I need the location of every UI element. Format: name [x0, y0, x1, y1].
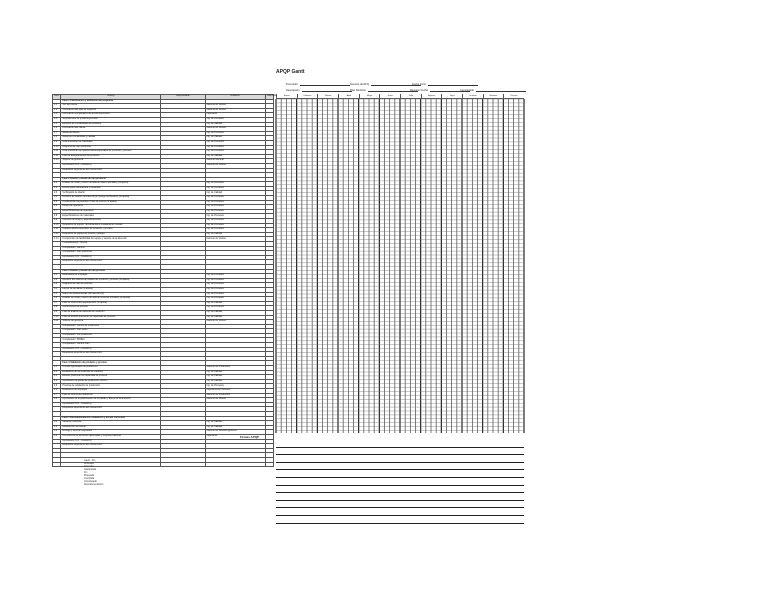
cell-act: Completado / Plan piloto: [61, 329, 161, 334]
signature-line[interactable]: [276, 501, 524, 509]
cell-dur: Ing. de Calidad: [205, 421, 265, 426]
cell-dur: Ing. de Calidad: [205, 375, 265, 380]
cell-act: Plan de control de preproducción (Si aplica): [61, 301, 161, 306]
cell-dur: Ing. de Procesos: [205, 145, 265, 150]
cell-no: 2.6: [53, 205, 61, 210]
cell-act: Lista preliminar de características especiales de producto y proceso: [61, 150, 161, 155]
cell-act: Completado / Plan preliminar: [61, 251, 161, 256]
cell-act: Compromiso de factibilidad del equipo y soporte de la dirección: [61, 237, 161, 242]
cell-dur: Ing. de Procesos: [205, 186, 265, 191]
cell-dur: Gerente General: [205, 159, 265, 164]
field-label: Numero de RFQ: [350, 83, 370, 86]
cell-act: Aprobación PPF - SOA/RFQ: [61, 347, 161, 352]
cell-no: 3.11: [53, 320, 61, 325]
cell-act: Aprobación de la planificación de la calidad y apoyo de la dirección: [61, 398, 161, 403]
cell-no: 4.2: [53, 370, 61, 375]
field-input[interactable]: [300, 82, 350, 86]
cell-dur: Ing. de Procesos: [205, 384, 265, 389]
field-rfq: [350, 82, 421, 86]
cell-act: Plan de aseguramiento del producto: [61, 154, 161, 159]
cell-act: Revisión de diseño (formato APQP Design Verification) (Si aplica): [61, 196, 161, 201]
cell-act: Uso efectivo de lecciones aprendidas y mejores prácticas: [61, 434, 161, 439]
cell-act: Metas de diseño: [61, 131, 161, 136]
cell-no: 1.4: [53, 117, 61, 122]
cell-resp: [161, 462, 205, 467]
cell-dur: Ingeniería: [205, 113, 265, 118]
signatures-label: Firmas APQP: [240, 435, 260, 439]
cell-act: Estudio preliminar de capacidad de proceso: [61, 375, 161, 380]
cell-act: Aprobación PPF - SOA/RFQ: [61, 255, 161, 260]
cell-act: Especificaciones de ingeniería: [61, 209, 161, 214]
header-responsable: Responsable: [161, 95, 205, 100]
cell-no: 3.5: [53, 292, 61, 297]
field-label: Revision Fecha: [410, 89, 428, 92]
cell-no: 4.5: [53, 384, 61, 389]
cell-act: Información del cliente: [61, 127, 161, 132]
cell-act: Diseño para manufactura y ensamble: [61, 186, 161, 191]
cell-no: 2.13: [53, 237, 61, 242]
header-item: Item: [54, 95, 59, 98]
cell-dur: Ing. de Procesos: [205, 219, 265, 224]
signature-line[interactable]: [276, 463, 524, 471]
cell-act: Aprobación PPF - SOA/RFQ: [61, 402, 161, 407]
signature-line[interactable]: [276, 440, 524, 448]
cell-act: Verificación de diseño: [61, 191, 161, 196]
cell-act: Fase 2 Diseño y desarrollo del producto: [61, 177, 161, 182]
field-input[interactable]: [476, 88, 526, 92]
cell-act: Variación reducida: [61, 421, 161, 426]
cell-dur: Ing. de Calidad: [205, 232, 265, 237]
cell-dur: [205, 462, 265, 467]
cell-no: 1.3: [53, 113, 61, 118]
cell-act: Estándares de empaque: [61, 274, 161, 279]
cell-no: 2.11: [53, 228, 61, 233]
cell-no: 4.8: [53, 398, 61, 403]
cell-act: Dibujo de ingeniería: [61, 205, 161, 210]
cell-act: Especificaciones de materiales: [61, 214, 161, 219]
cell-act: Requisitos de equipo, herramientas e instalaciones nuevas: [61, 223, 161, 228]
month-label: Diciem.: [503, 94, 524, 98]
cell-act: Completado / Cambio: [61, 246, 161, 251]
page-title: APQP Gantt: [276, 69, 305, 75]
cell-dur: Ingeniería: [205, 434, 265, 439]
month-label: Enero: [276, 94, 297, 98]
cell-no: 3.3: [53, 283, 61, 288]
cell-act: Fase 4 Validación de producto y proceso: [61, 361, 161, 366]
cell-dur: Gerente de Ventas: [205, 237, 265, 242]
cell-no: 2.1: [53, 182, 61, 187]
cell-act: Fase 5 Retroalimentación, evaluación y acción correctiva: [61, 416, 161, 421]
cell-act: Completado / Control de producción: [61, 324, 161, 329]
cell-no: 3.4: [53, 287, 61, 292]
cell-dur: Ing. de Calidad: [205, 122, 265, 127]
cell-no: 3.2: [53, 278, 61, 283]
field-label: Descripción: [286, 89, 300, 92]
cell-no: 1.6: [53, 127, 61, 132]
cell-dur: Ing. de Procesos: [205, 278, 265, 283]
cell-act: Requisitos específicos del cliente/CSR: [61, 352, 161, 357]
header-activity: Activity: [61, 95, 161, 100]
cell-act: Análisis de modo y efecto de falla del proceso (PFMEA) (Si aplica): [61, 297, 161, 302]
cell-act: Corrida significativa de producción: [61, 366, 161, 371]
cell-no: 1.5: [53, 122, 61, 127]
cell-no: 3.1: [53, 274, 61, 279]
cell-act: Matriz de características (formato APQP): [61, 292, 161, 297]
cell-act: Estudios de confiabilidad del producto: [61, 122, 161, 127]
cell-dur: Ing. de Procesos: [205, 150, 265, 155]
month-label: Agosto: [421, 94, 442, 98]
cell-act: Diagrama de flujo de proceso: [61, 283, 161, 288]
field-proveedor: [286, 82, 350, 86]
legend-item: Planeada: [84, 474, 95, 477]
cell-act: Cambios de dibujo y especificaciones: [61, 219, 161, 224]
month-label: Julio: [400, 94, 421, 98]
field-label: Plan Revision: [350, 89, 366, 92]
cell-no: 1.8: [53, 136, 61, 141]
cell-act: Características especiales de producto y proceso: [61, 228, 161, 233]
cell-dur: Ing. de Procesos: [205, 283, 265, 288]
cell-no: 1.9: [53, 140, 61, 145]
cell-no: 1.10: [53, 145, 61, 150]
cell-no: 1.12: [53, 154, 61, 159]
cell-dur: Gerente de Ventas: [205, 163, 265, 168]
cell-no: 2.8: [53, 214, 61, 219]
cell-act: Metas de confiabilidad y calidad: [61, 136, 161, 141]
gantt-grid: [276, 94, 524, 432]
month-label: Febrero: [297, 94, 318, 98]
field-completado: [460, 88, 526, 92]
cell-no: 1.13: [53, 159, 61, 164]
signature-line[interactable]: [276, 470, 524, 478]
cell-no: 1.11: [53, 150, 61, 155]
cell-dur: Ing. de Procesos: [205, 209, 265, 214]
cell-act: Completado / Control Plan: [61, 343, 161, 348]
cell-act: Requisitos específicos del cliente/CSR: [61, 407, 161, 412]
cell-act: Requisitos de equipo de prueba y gauges: [61, 232, 161, 237]
cell-act: [61, 462, 161, 467]
header-duracion: Duración: [205, 95, 265, 100]
cell-no: 2.3: [53, 191, 61, 196]
cell-no: 4.4: [53, 379, 61, 384]
cell-no: 3.7: [53, 301, 61, 306]
cell-dur: Ing. de Calidad: [205, 154, 265, 159]
field-descripcion: [286, 88, 352, 92]
cell-dur: Ing. de Calidad: [205, 370, 265, 375]
cell-no: 4.1: [53, 366, 61, 371]
header-total-dias: Total Días: [266, 95, 277, 98]
cell-dur: Ing. de Procesos: [205, 223, 265, 228]
cell-dur: Gerente de Ventas: [205, 320, 265, 325]
field-input[interactable]: [428, 82, 478, 86]
cell-dur: Ing. de Calidad: [205, 301, 265, 306]
cell-dur: Gerente de Producción: [205, 393, 265, 398]
cell-dur: Gerente de Ventas: [205, 104, 265, 109]
cell-act: Voz del cliente: [61, 104, 161, 109]
cell-act: Requisitos específicos del cliente/CSR: [61, 444, 161, 449]
cell-act: Instrucciones de proceso: [61, 306, 161, 311]
signature-line[interactable]: [276, 493, 524, 501]
cell-dur: Ing. de Procesos: [205, 306, 265, 311]
apqp-task-table: [52, 94, 277, 467]
gantt-grid-lines: [276, 99, 524, 433]
cell-dur: Ing. de Procesos: [205, 274, 265, 279]
cell-dur: Ing. de Procesos: [205, 140, 265, 145]
field-label: Completado: [460, 89, 474, 92]
cell-act: Completado / Pre-producción: [61, 333, 161, 338]
cell-dur: Ing. de Procesos: [205, 117, 265, 122]
cell-no: 2.7: [53, 209, 61, 214]
signature-line[interactable]: [276, 486, 524, 494]
cell-dur: Ing. de Procesos: [205, 228, 265, 233]
cell-act: Evaluación de los sistemas de medición: [61, 370, 161, 375]
legend-item: Completado: [84, 480, 97, 483]
cell-act: Plan de análisis de sistemas de medición: [61, 310, 161, 315]
signature-line[interactable]: [276, 516, 524, 524]
cell-dur: Ing. de Procesos: [205, 205, 265, 210]
cell-act: Soporte de gerencia: [61, 320, 161, 325]
month-label: Junio: [379, 94, 400, 98]
field-label: Proveedor: [286, 83, 298, 86]
cell-dur: Gerente de Ventas: [205, 108, 265, 113]
signature-line[interactable]: [276, 508, 524, 516]
cell-dur: Ing. de Procesos: [205, 287, 265, 292]
cell-no: 1.1: [53, 104, 61, 109]
month-label: Octubre: [462, 94, 483, 98]
cell-act: Pruebas de validación de producción: [61, 384, 161, 389]
cell-act: Fase 1 Planificación y definición del programa: [61, 99, 161, 104]
cell-dur: Gerente de Producción: [205, 366, 265, 371]
cell-act: Plan de estudio preliminar de capacidad de proceso: [61, 315, 161, 320]
cell-act: Aprobación PPF - SOA/RFQ: [61, 439, 161, 444]
cell-total: [265, 462, 273, 467]
cell-act: Entrega y servicio mejorados: [61, 430, 161, 435]
cell-dur: Ing. de Procesos: [205, 131, 265, 136]
cell-act: Diagrama de flujo preliminar: [61, 145, 161, 150]
cell-dur: Ingeniería de Procesos: [205, 389, 265, 394]
field-label: Fecha Inicio: [412, 83, 426, 86]
cell-act: Prueba/Ensayo / Cliente: [61, 242, 161, 247]
legend-item: Atrasada: [84, 465, 94, 468]
cell-dur: Ing. de Calidad: [205, 425, 265, 430]
field-fecha-inicio: [412, 82, 478, 86]
signature-line[interactable]: [276, 448, 524, 456]
cell-no: 2.10: [53, 223, 61, 228]
cell-no: 2.5: [53, 200, 61, 205]
cell-dur: Ing. de Calidad: [205, 315, 265, 320]
cell-act: Lista preliminar de materiales: [61, 140, 161, 145]
legend-item: Gantt - Fin: [84, 459, 96, 462]
cell-act: Aprobación PPF - SOA/RFQ: [61, 163, 161, 168]
cell-no: 2.4: [53, 196, 61, 201]
cell-dur: Ing. de Procesos: [205, 297, 265, 302]
cell-no: 2.2: [53, 186, 61, 191]
legend-item: Adelantada: [84, 468, 97, 471]
month-label: Sept: [441, 94, 462, 98]
cell-no: 3.10: [53, 315, 61, 320]
month-label: Mayo: [359, 94, 380, 98]
cell-dur: Ing. de Procesos: [205, 214, 265, 219]
cell-act: Satisfacción del cliente: [61, 425, 161, 430]
cell-no: 1.2: [53, 108, 61, 113]
cell-no: 4.3: [53, 375, 61, 380]
cell-dur: Ing. de Procesos: [205, 182, 265, 187]
cell-dur: Gerente de Ventas/Ingeniería: [205, 430, 265, 435]
cell-act: Aprobación de partes de producción (PPAP): [61, 379, 161, 384]
month-label: Abril: [338, 94, 359, 98]
cell-act: Construcción de prototipo / Plan de control (Si aplica): [61, 200, 161, 205]
cell-no: 5.3: [53, 430, 61, 435]
cell-act: Requisitos específicos del cliente/CSR: [61, 260, 161, 265]
cell-dur: Ing. de Calidad: [205, 310, 265, 315]
cell-no: 3.8: [53, 306, 61, 311]
cell-act: Plan de control de producción: [61, 393, 161, 398]
cell-no: 2.12: [53, 232, 61, 237]
cell-no: 4.6: [53, 389, 61, 394]
cell-act: Revisión del sistema de calidad del producto y proceso (Si aplica): [61, 278, 161, 283]
cell-act: Información del plan de negocios: [61, 108, 161, 113]
cell-dur: Gerente de Ventas: [205, 398, 265, 403]
cell-act: Información comparativa del producto/proceso: [61, 113, 161, 118]
month-label: Marzo: [317, 94, 338, 98]
cell-no: 5.4: [53, 434, 61, 439]
cell-no: 5.2: [53, 425, 61, 430]
cell-dur: Ing. de Procesos: [205, 196, 265, 201]
cell-dur: Ing. de Calidad: [205, 136, 265, 141]
cell-no: 4.7: [53, 393, 61, 398]
legend-item: Fin: [84, 471, 88, 474]
legend-item: Actividad: [84, 462, 94, 465]
month-label: Noviem.: [483, 94, 504, 98]
field-plan-revision: [350, 88, 418, 92]
cell-dur: Ing. de Procesos: [205, 292, 265, 297]
signature-line[interactable]: [276, 455, 524, 463]
cell-act: Suposiciones de producto/proceso: [61, 117, 161, 122]
cell-dur: Ing. de Calidad: [205, 191, 265, 196]
legend-item: Retroalimentación: [84, 483, 104, 486]
signature-lines: [276, 440, 524, 524]
cell-no: 3.6: [53, 297, 61, 302]
cell-no: 5.1: [53, 421, 61, 426]
cell-act: Fase 3 Diseño y desarrollo del proceso: [61, 269, 161, 274]
cell-dur: Gerente de Ventas: [205, 127, 265, 132]
cell-act: Requisitos específicos del cliente/CSR: [61, 168, 161, 173]
cell-no: [53, 462, 61, 467]
legend-item: Cumplida: [84, 477, 95, 480]
cell-no: 2.9: [53, 219, 61, 224]
cell-act: Análisis de modo y efecto de falla de diseño (DFMEA) (Si aplica): [61, 182, 161, 187]
cell-act: Evaluación de empaque: [61, 389, 161, 394]
field-input[interactable]: [302, 88, 352, 92]
cell-act: Layout de la planta (Si aplica): [61, 287, 161, 292]
cell-dur: Ing. de Calidad: [205, 379, 265, 384]
signature-line[interactable]: [276, 478, 524, 486]
cell-act: Completado / PFMEA: [61, 338, 161, 343]
cell-act: Soporte de gerencia: [61, 159, 161, 164]
cell-no: 1.7: [53, 131, 61, 136]
cell-dur: Ing. de Procesos: [205, 200, 265, 205]
cell-no: 3.9: [53, 310, 61, 315]
legend: [84, 459, 103, 486]
